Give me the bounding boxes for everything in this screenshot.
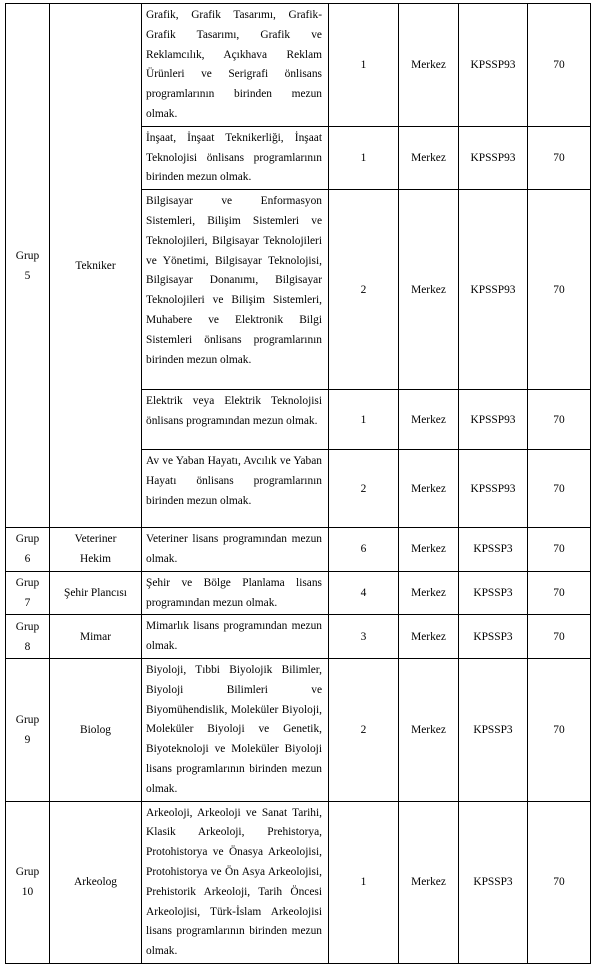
group-cell: [6, 528, 50, 572]
group-label-line: 9: [24, 733, 31, 746]
count-cell: 6: [329, 528, 399, 572]
score-cell: 70: [528, 571, 591, 615]
count-cell: 4: [329, 571, 399, 615]
location-cell: Merkez: [399, 126, 459, 189]
kpss-type-cell: KPSSP3: [459, 528, 528, 572]
table-row: [6, 571, 591, 615]
kpss-type-cell: KPSSP3: [459, 571, 528, 615]
location-cell: Merkez: [399, 801, 459, 963]
position-title-line: Mimar: [79, 630, 111, 643]
score-cell: 70: [528, 615, 591, 659]
group-label-line: Grup: [15, 713, 40, 726]
position-title-cell: [50, 615, 142, 659]
location-cell: Merkez: [399, 571, 459, 615]
group-label-line: Grup: [15, 249, 40, 262]
requirement-cell: Elektrik veya Elektrik Teknolojisi önlisans programından mezun olmak.: [142, 390, 329, 450]
requirement-cell: Grafik, Grafik Tasarımı, Grafik-Grafik Tasarımı, Grafik ve Reklamcılık, Açıkhava Reklam Ürünleri ve Serigrafi önlisans programlarının birinden mezun olmak.: [142, 4, 329, 127]
group-cell: [6, 571, 50, 615]
count-cell: 2: [329, 658, 399, 801]
kpss-type-cell: KPSSP3: [459, 801, 528, 963]
kpss-type-cell: KPSSP93: [459, 390, 528, 450]
group-cell: [6, 658, 50, 801]
kpss-type-cell: KPSSP3: [459, 658, 528, 801]
group-label-line: 8: [24, 640, 31, 653]
location-cell: Merkez: [399, 4, 459, 127]
requirement-cell: Şehir ve Bölge Planlama lisans programından mezun olmak.: [142, 571, 329, 615]
count-cell: 3: [329, 615, 399, 659]
group-cell: [6, 615, 50, 659]
kpss-type-cell: KPSSP93: [459, 126, 528, 189]
group-label-line: 5: [24, 269, 31, 282]
position-title-line: Arkeolog: [73, 876, 118, 889]
requirement-cell: Bilgisayar ve Enformasyon Sistemleri, Bilişim Sistemleri ve Teknolojileri, Bilgisayar Teknolojileri ve Yönetimi, Bilgisayar Teknolojisi, Bilgisayar Donanımı, Bilgisayar Teknolojileri ve Bilişim Sistemleri, Muhabere ve Elektronik Bilgi Sistemleri önlisans programlarının birinden mezun olmak.: [142, 190, 329, 390]
group-cell: [6, 4, 50, 528]
position-title-line: Biolog: [79, 723, 111, 736]
group-label-line: 6: [24, 553, 31, 566]
score-cell: 70: [528, 801, 591, 963]
location-cell: Merkez: [399, 450, 459, 528]
requirement-cell: İnşaat, İnşaat Teknikerliği, İnşaat Teknolojisi önlisans programlarının birinden mezun olmak.: [142, 126, 329, 189]
kpss-type-cell: KPSSP93: [459, 4, 528, 127]
location-cell: Merkez: [399, 528, 459, 572]
table-row: [6, 658, 591, 801]
requirement-cell: Mimarlık lisans programından mezun olmak.: [142, 615, 329, 659]
position-title-cell: [50, 658, 142, 801]
requirement-cell: Biyoloji, Tıbbi Biyolojik Bilimler, Biyoloji Bilimleri ve Biyomühendislik, Moleküler Biyoloji, Moleküler Biyoloji ve Genetik, Biyoteknoloji ve Moleküler Biyoloji lisans programlarının birinden mezun olmak.: [142, 658, 329, 801]
group-label-line: 7: [24, 597, 31, 610]
position-title-line: Veteriner: [74, 533, 117, 546]
group-label-line: Grup: [15, 866, 40, 879]
score-cell: 70: [528, 528, 591, 572]
score-cell: 70: [528, 390, 591, 450]
group-label-line: 10: [21, 886, 34, 899]
requirement-cell: Av ve Yaban Hayatı, Avcılık ve Yaban Hayatı önlisans programlarının birinden mezun olmak.: [142, 450, 329, 528]
position-title-line: Tekniker: [75, 259, 116, 272]
table-row: [6, 801, 591, 963]
group-label-line: Grup: [15, 533, 40, 546]
group-label-line: Grup: [15, 577, 40, 590]
count-cell: 1: [329, 126, 399, 189]
count-cell: 2: [329, 190, 399, 390]
requirement-cell: Veteriner lisans programından mezun olmak.: [142, 528, 329, 572]
group-cell: [6, 801, 50, 963]
position-title-cell: [50, 801, 142, 963]
count-cell: 1: [329, 801, 399, 963]
score-cell: 70: [528, 658, 591, 801]
position-title-line: Hekim: [79, 553, 111, 566]
score-cell: 70: [528, 4, 591, 127]
location-cell: Merkez: [399, 658, 459, 801]
position-title-cell: [50, 571, 142, 615]
location-cell: Merkez: [399, 615, 459, 659]
position-title-cell: [50, 528, 142, 572]
count-cell: 1: [329, 390, 399, 450]
requirement-cell: Arkeoloji, Arkeoloji ve Sanat Tarihi, Klasik Arkeoloji, Prehistorya, Protohistorya ve Önasya Arkeolojisi, Protohistorya ve Ön Asya Arkeolojisi, Prehistorik Arkeoloji, Tarih Öncesi Arkeolojisi, Türk-İslam Arkeolojisi lisans programlarının birinden mezun olmak.: [142, 801, 329, 963]
positions-table-body: [6, 4, 591, 964]
group-label-line: Grup: [15, 620, 40, 633]
kpss-type-cell: KPSSP3: [459, 615, 528, 659]
score-cell: 70: [528, 190, 591, 390]
table-row: [6, 528, 591, 572]
positions-table: [5, 3, 591, 964]
table-row: [6, 4, 591, 127]
position-title-cell: [50, 4, 142, 528]
score-cell: 70: [528, 450, 591, 528]
position-title-line: Şehir Plancısı: [64, 587, 127, 600]
count-cell: 2: [329, 450, 399, 528]
kpss-type-cell: KPSSP93: [459, 450, 528, 528]
count-cell: 1: [329, 4, 399, 127]
score-cell: 70: [528, 126, 591, 189]
table-row: [6, 615, 591, 659]
location-cell: Merkez: [399, 190, 459, 390]
location-cell: Merkez: [399, 390, 459, 450]
kpss-type-cell: KPSSP93: [459, 190, 528, 390]
